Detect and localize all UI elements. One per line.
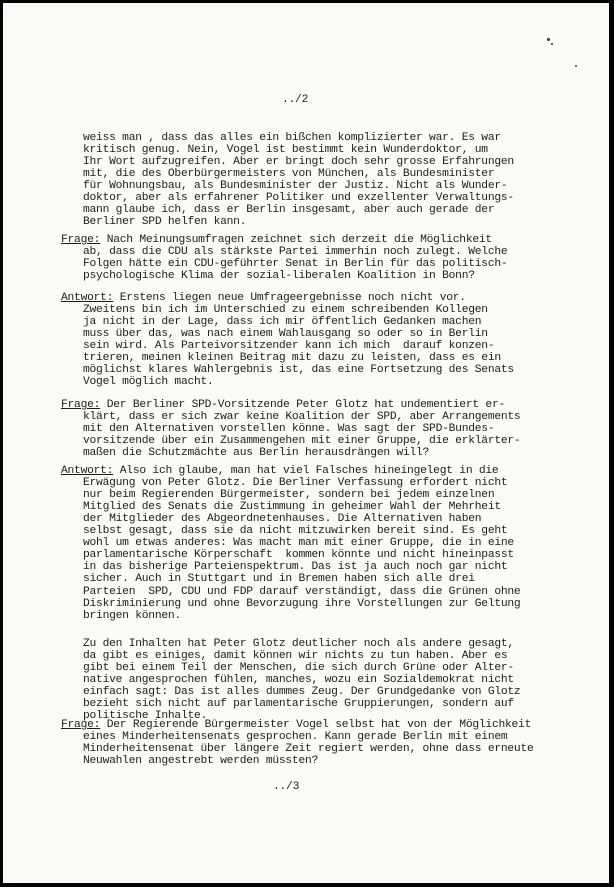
text-line: bringen können.	[83, 609, 181, 622]
text-line: Berliner SPD helfen kann.	[83, 216, 247, 229]
text-line: doktor, aber als erfahrener Politiker und exzellenter Verwaltungs-	[83, 192, 514, 205]
text-line: mit den Alternativen vorstellen könne. Was sagt der SPD-Bundes-	[83, 423, 495, 436]
line-text: Der Regierende Bürgermeister Vogel selbst hat von der Möglichkeit	[106, 719, 532, 731]
text-line: Zweitens bin ich im Unterschied zu einem schreibenden Kollegen	[83, 304, 488, 317]
text-line: Diskriminierung und ohne Bevorzugung ihre Vorstellungen zur Geltung	[83, 597, 521, 610]
text-line: klärt, dass er sich zwar keine Koalition der SPD, aber Arrangements	[83, 411, 521, 424]
text-line: parlamentarische Körperschaft kommen könnte und nicht hineinpasst	[83, 549, 514, 562]
text-line: muss über das, was nach einem Wahlausgang so oder so in Berlin	[83, 328, 488, 341]
text-line: Zu den Inhalten hat Peter Glotz deutlicher noch als andere gesagt,	[83, 638, 514, 650]
text-line	[61, 292, 466, 304]
text-line: wohl um etwas anderes: Was macht man mit einer Gruppe, die in eine	[83, 537, 514, 550]
speaker-label: Antwort:	[61, 465, 114, 477]
text-line: kritisch genug. Nein, Vogel ist bestimmt kein Wunderdoktor, um	[83, 144, 488, 157]
text-line: für Wohnungsbau, als Bundesminister der Justiz. Nicht als Wunder-	[83, 180, 508, 193]
text-line: trieren, meinen kleinen Beitrag mit dazu zu leisten, dass es ein	[83, 352, 501, 365]
text-line: vorsitzende über ein Zusammengehen mit einer Gruppe, die erklärter-	[83, 435, 521, 448]
text-line: psychologische Klima der sozial-liberalen Koalition in Bonn?	[83, 270, 475, 283]
text-line: ab, dass die CDU als stärkste Partei immerhin noch zulegt. Welche	[83, 246, 508, 259]
text-line: gibt bei einem Teil der Menschen, die sich durch Grüne oder Alter-	[83, 662, 514, 675]
line-text: Nach Meinungsumfragen zeichnet sich derzeit die Möglichkeit	[106, 234, 492, 246]
text-line: einfach sagt: Das ist alles dummes Zeug. Der Grundgedanke von Glotz	[83, 686, 521, 699]
document-text	[3, 3, 609, 883]
text-line: in das bisherige Parteienspektrum. Das ist ja auch noch gar nicht	[83, 561, 508, 574]
text-line: politische Inhalte.	[83, 710, 208, 723]
text-line: mann glaube ich, dass er Berlin insgesamt, aber auch gerade der	[83, 204, 495, 217]
text-line	[61, 234, 492, 246]
speaker-label: Frage:	[61, 234, 101, 246]
text-line: Parteien SPD, CDU und FDP darauf verständigt, dass die Grünen ohne	[83, 585, 521, 598]
text-line: mit, die des Oberbürgermeisters von München, als Bundesminister	[83, 168, 495, 181]
text-line: sicher. Auch in Stuttgart und in Bremen haben sich alle drei	[83, 573, 475, 586]
text-line: native angesprochen fühlen, manches, wozu ein Sozialdemokrat nicht	[83, 674, 514, 687]
text-line: Vogel möglich macht.	[83, 376, 214, 389]
text-line: Mitglied des Senats die Zustimmung in geheimer Wahl der Mehrheit	[83, 501, 501, 514]
scan-speck	[551, 43, 553, 45]
text-line: sein wird. Als Parteivorsitzender kann ich mich darauf konzen-	[83, 340, 495, 353]
text-line: selbst gesagt, dass sie da nicht mitzuwirken bereit sind. Es geht	[83, 525, 508, 538]
text-line: möglichst klares Wahlergebnis ist, das eine Fortsetzung des Senats	[83, 364, 514, 377]
text-line: der Mitglieder des Abgeordnetenhauses. Die Alternativen haben	[83, 513, 482, 526]
text-line	[61, 399, 505, 411]
line-text: Also ich glaube, man hat viel Falsches hineingelegt in die	[119, 465, 499, 477]
text-line	[61, 719, 531, 731]
speaker-label: Frage:	[61, 719, 101, 731]
text-line: Minderheitensenat über längere Zeit regiert werden, ohne dass erneute	[83, 743, 534, 756]
text-line: da gibt es einiges, damit können wir nichts zu tun haben. Aber es	[83, 650, 508, 663]
text-line: eines Minderheitensenats gesprochen. Kann gerade Berlin mit einem	[83, 731, 508, 744]
document-page	[3, 3, 609, 883]
text-line: bezieht sich nicht auf parlamentarische Gruppierungen, sondern auf	[83, 698, 514, 711]
text-line: ja nicht in der Lage, dass ich mir öffentlich Gedanken machen	[83, 316, 482, 329]
scan-speck	[547, 38, 550, 41]
scan-speck	[575, 65, 577, 67]
speaker-label: Frage:	[61, 399, 101, 411]
line-text: Der Berliner SPD-Vorsitzende Peter Glotz hat undementiert er-	[106, 399, 506, 411]
text-line: weiss man , dass das alles ein bißchen komplizierter war. Es war	[83, 132, 501, 144]
text-line: Neuwahlen angestrebt werden müssten?	[83, 755, 319, 768]
page-number-bottom: ../3	[273, 781, 300, 793]
line-text: Erstens liegen neue Umfrageergebnisse noch nicht vor.	[119, 292, 466, 304]
text-line: Erwägung von Peter Glotz. Die Berliner Verfassung erfordert nicht	[83, 477, 508, 490]
page-number-top: ../2	[282, 94, 309, 106]
text-line: nur beim Regierenden Bürgermeister, sondern bei jedem einzelnen	[83, 489, 495, 502]
speaker-label: Antwort:	[61, 292, 114, 304]
text-line: maßen die Schutzmächte aus Berlin herausdrängen will?	[83, 447, 430, 460]
text-line: Folgen hätte ein CDU-geführter Senat in Berlin für das politisch-	[83, 258, 508, 271]
text-line: Ihr Wort aufzugreifen. Aber er bringt doch sehr grosse Erfahrungen	[83, 156, 514, 169]
text-line	[61, 465, 498, 477]
